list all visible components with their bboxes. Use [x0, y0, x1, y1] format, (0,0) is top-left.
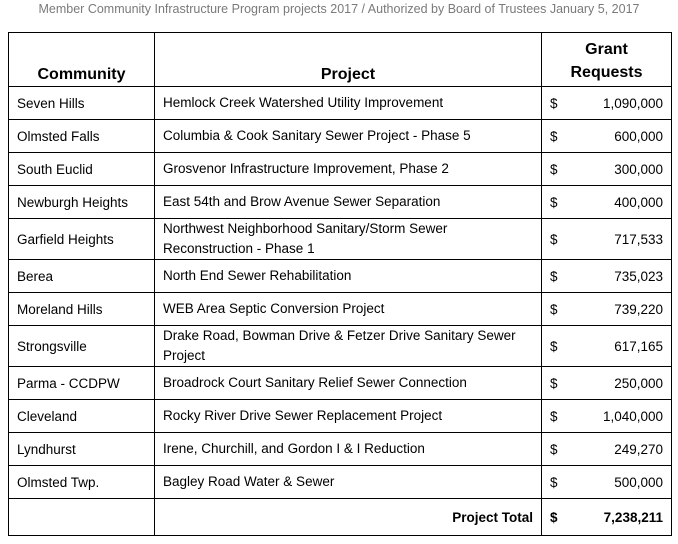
currency-symbol: $ [550, 128, 558, 144]
table-row [9, 400, 672, 433]
currency-symbol: $ [550, 194, 558, 210]
community-cell: Moreland Hills [9, 293, 155, 326]
amount-value: 249,270 [614, 441, 663, 457]
total-amount-cell [542, 499, 672, 536]
amount-value: 617,165 [614, 338, 663, 354]
currency-symbol: $ [550, 408, 558, 424]
table-row [9, 153, 672, 186]
community-cell: Newburgh Heights [9, 186, 155, 219]
amount-value: 735,023 [614, 268, 663, 284]
amount-cell [542, 367, 672, 400]
total-empty-cell [9, 499, 155, 536]
table-row [9, 466, 672, 499]
amount-value: 400,000 [614, 194, 663, 210]
table-row [9, 87, 672, 120]
amount-value: 1,090,000 [602, 95, 663, 111]
amount-value: 250,000 [614, 375, 663, 391]
table-row [9, 293, 672, 326]
project-cell: Grosvenor Infrastructure Improvement, Phase 2 [155, 153, 542, 186]
table-row [9, 186, 672, 219]
amount-cell [542, 433, 672, 466]
project-cell: Drake Road, Bowman Drive & Fetzer Drive Sanitary Sewer Project [155, 326, 542, 367]
table-row [9, 367, 672, 400]
grant-requests-header [542, 33, 672, 87]
currency-symbol: $ [550, 474, 558, 490]
amount-cell [542, 153, 672, 186]
amount-cell [542, 400, 672, 433]
currency-symbol: $ [550, 161, 558, 177]
community-cell: Strongsville [9, 326, 155, 367]
currency-symbol: $ [550, 375, 558, 391]
community-cell: Olmsted Twp. [9, 466, 155, 499]
amount-value: 717,533 [614, 231, 663, 247]
table-row [9, 260, 672, 293]
header-row [9, 33, 672, 87]
currency-symbol: $ [550, 301, 558, 317]
table-caption: Member Community Infrastructure Program projects 2017 / Authorized by Board of Trustees January 5, 2017 [38, 2, 640, 16]
amount-cell [542, 87, 672, 120]
currency-symbol: $ [550, 268, 558, 284]
total-label: Project Total [155, 499, 542, 536]
project-cell: East 54th and Brow Avenue Sewer Separation [155, 186, 542, 219]
amount-value: 1,040,000 [602, 408, 663, 424]
project-header [155, 33, 542, 87]
total-currency-symbol: $ [550, 509, 558, 525]
community-cell: Parma - CCDPW [9, 367, 155, 400]
project-cell: Bagley Road Water & Sewer [155, 466, 542, 499]
currency-symbol: $ [550, 441, 558, 457]
project-cell: WEB Area Septic Conversion Project [155, 293, 542, 326]
total-row [9, 499, 672, 536]
community-cell: Olmsted Falls [9, 120, 155, 153]
total-amount-value: 7,238,211 [603, 509, 663, 525]
table-row [9, 326, 672, 367]
community-cell: South Euclid [9, 153, 155, 186]
community-cell: Garfield Heights [9, 219, 155, 260]
community-header [9, 33, 155, 87]
project-cell: Rocky River Drive Sewer Replacement Project [155, 400, 542, 433]
amount-cell [542, 219, 672, 260]
amount-value: 500,000 [614, 474, 663, 490]
project-header-label: Project [320, 66, 376, 83]
project-cell: Broadrock Court Sanitary Relief Sewer Connection [155, 367, 542, 400]
amount-value: 300,000 [614, 161, 663, 177]
grant-header-line2: Requests [570, 64, 643, 81]
community-cell: Lyndhurst [9, 433, 155, 466]
community-cell: Cleveland [9, 400, 155, 433]
project-cell: Hemlock Creek Watershed Utility Improvement [155, 87, 542, 120]
amount-cell [542, 186, 672, 219]
community-cell: Seven Hills [9, 87, 155, 120]
community-cell: Berea [9, 260, 155, 293]
project-cell: Columbia & Cook Sanitary Sewer Project - Phase 5 [155, 120, 542, 153]
project-cell: North End Sewer Rehabilitation [155, 260, 542, 293]
table-row [9, 120, 672, 153]
currency-symbol: $ [550, 338, 558, 354]
amount-value: 739,220 [614, 301, 663, 317]
amount-cell [542, 120, 672, 153]
amount-cell [542, 293, 672, 326]
grant-table [8, 32, 672, 536]
community-header-label: Community [37, 66, 126, 83]
amount-cell [542, 326, 672, 367]
project-cell: Northwest Neighborhood Sanitary/Storm Sewer Reconstruction - Phase 1 [155, 219, 542, 260]
grant-header-line1: Grant [585, 41, 628, 58]
amount-cell [542, 466, 672, 499]
currency-symbol: $ [550, 231, 558, 247]
table-row [9, 433, 672, 466]
amount-value: 600,000 [614, 128, 663, 144]
amount-cell [542, 260, 672, 293]
table-body [9, 87, 672, 536]
project-cell: Irene, Churchill, and Gordon I & I Reduction [155, 433, 542, 466]
currency-symbol: $ [550, 95, 558, 111]
table-row [9, 219, 672, 260]
